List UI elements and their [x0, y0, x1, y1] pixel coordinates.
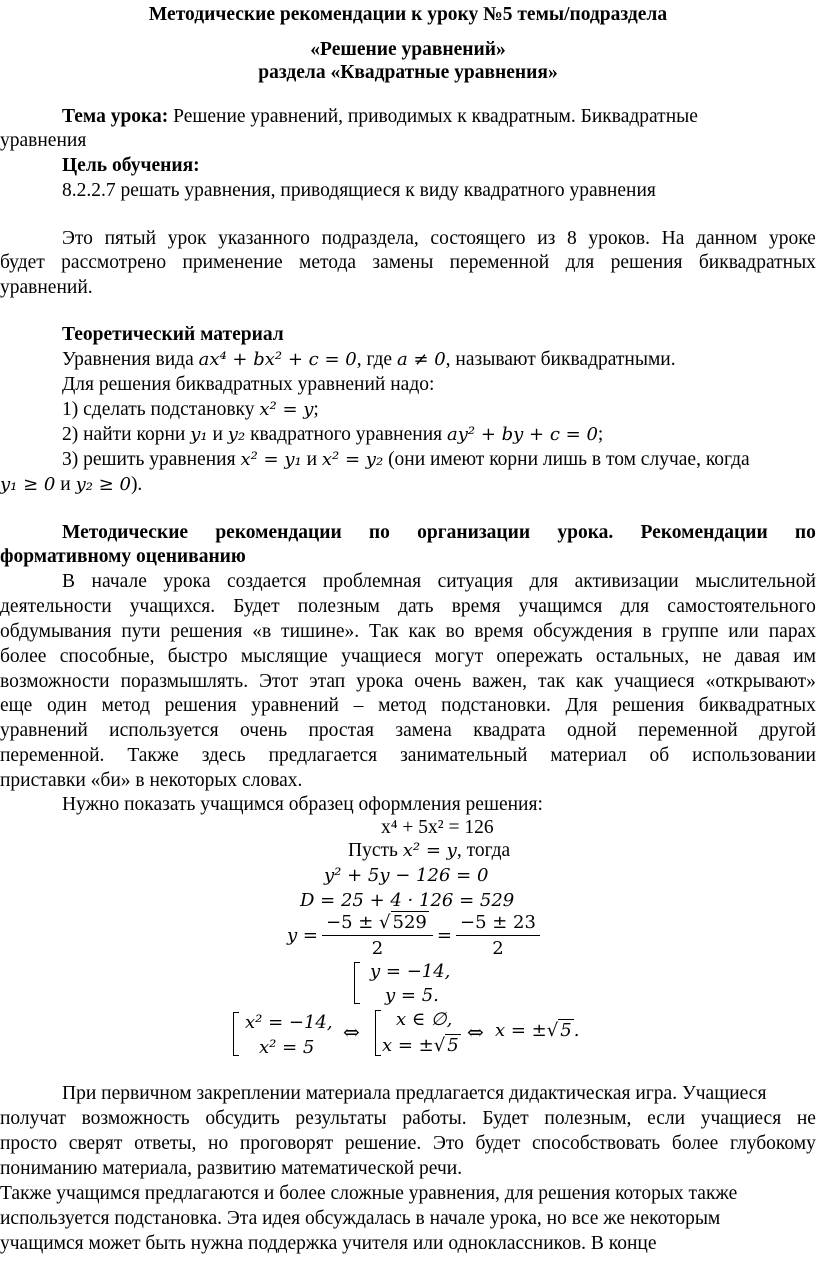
word: замена: [395, 720, 452, 741]
fraction-2: [456, 912, 540, 959]
word: Рекомендации: [640, 522, 768, 543]
fraction-2-den: 2: [492, 938, 504, 959]
word: организации: [417, 522, 531, 543]
word: группе: [661, 621, 719, 642]
word: применение: [182, 252, 283, 273]
eq5-lhs: y =: [287, 925, 318, 946]
example-eq4: D = 25 + 4 · 126 = 529: [300, 890, 515, 911]
word: так: [538, 671, 565, 692]
word: результаты: [295, 1108, 387, 1129]
word: биквадратных: [698, 695, 816, 716]
word: Методические: [62, 522, 189, 543]
substitution-formula: x² = y: [259, 399, 314, 420]
word: работы.: [402, 1108, 467, 1129]
theory-line-2: Для решения биквадратных уравнений надо:: [62, 374, 435, 395]
equation-x2-y2: x² = y₂: [321, 449, 384, 470]
bracket-solution-system: [375, 1010, 381, 1056]
goal-text: 8.2.2.7 решать уравнения, приводящиеся к виду квадратного уравнения: [62, 180, 656, 201]
word: рассмотрено: [61, 252, 167, 273]
word: проговорят: [239, 1133, 334, 1154]
step3-and: и: [301, 449, 322, 470]
word: возможность: [81, 1108, 190, 1129]
word: ситуация: [437, 571, 513, 592]
word: урока.: [557, 522, 614, 543]
theory-line-1: [62, 347, 816, 373]
condition-y1: y₁ ≥ 0: [0, 474, 56, 495]
word: более: [0, 646, 47, 667]
topic-line: [62, 104, 816, 130]
word: могут: [434, 646, 484, 667]
word: проблемная: [322, 571, 422, 592]
word: этап: [309, 671, 346, 692]
closing-p2-line1: Также учащимся предлагаются и более сложные уравнения, для решения которых также: [0, 1183, 738, 1204]
method-p1-line9: приставки «би» в некоторых словах.: [0, 770, 303, 791]
word: другой: [759, 720, 816, 741]
bracket-y-system: [354, 962, 360, 1004]
word: им: [793, 646, 816, 667]
method-p1-line2: [0, 594, 816, 620]
system-y: [370, 960, 450, 1008]
word: один: [46, 695, 87, 716]
doc-header-line1: Методические рекомендации к уроку №5 темы/подраздела: [148, 4, 668, 25]
topic-continuation: уравнения: [0, 130, 87, 151]
word: важен,: [472, 671, 528, 692]
step3-end: (они имеют корни лишь в том случае, когда: [383, 449, 750, 470]
eq-original: x⁴ + 5x² = 126: [381, 817, 494, 838]
word: состоящего: [430, 228, 526, 249]
word: опережать: [496, 646, 583, 667]
word: предлагается: [268, 745, 378, 766]
word: мыслительной: [695, 571, 816, 592]
method-heading-line2: формативному оцениванию: [0, 546, 246, 567]
word: используется: [109, 720, 219, 741]
word: полезным,: [544, 1108, 632, 1129]
word: переменной: [638, 720, 738, 741]
step1-text: 1) сделать подстановку: [62, 399, 260, 420]
word: пути: [121, 621, 161, 642]
theory-heading: Теоретический материал: [62, 324, 284, 345]
sys-x-line1: x² = −14,: [245, 1012, 333, 1033]
word: для: [529, 571, 559, 592]
word: будет: [475, 1133, 521, 1154]
word: быстро: [167, 646, 228, 667]
word: уроков.: [588, 228, 650, 249]
sys-y-line2: y = 5.: [385, 985, 439, 1006]
word: В: [62, 571, 76, 592]
word: Так: [369, 621, 399, 642]
word: возможности: [0, 671, 110, 692]
final-radicand: 5: [560, 1020, 572, 1041]
word: обдумывания: [0, 621, 112, 642]
word: более: [671, 1133, 719, 1154]
word: очень: [414, 671, 462, 692]
word: метод: [101, 695, 150, 716]
word: из: [537, 228, 556, 249]
final-pre: x = ±: [495, 1020, 547, 1041]
word: переменной.: [0, 745, 105, 766]
word: уравнений: [0, 720, 88, 741]
word: урока: [163, 571, 211, 592]
system-x: [245, 1010, 333, 1060]
equiv-arrow-2: ⇔: [467, 1020, 484, 1044]
word: уроке: [768, 228, 816, 249]
word: здесь: [201, 745, 246, 766]
word: материал: [550, 745, 627, 766]
method-p1-line3: [0, 619, 816, 645]
word: способные,: [59, 646, 155, 667]
word: по: [794, 522, 816, 543]
word: пятый: [104, 228, 157, 249]
method-p2: Нужно показать учащимся образец оформления решения:: [62, 794, 543, 815]
word: метод: [378, 695, 427, 716]
word: урок: [167, 228, 207, 249]
word: Это: [432, 1133, 464, 1154]
theory-l1-where: , где: [356, 349, 397, 370]
step3c-end: ).: [130, 474, 143, 495]
closing-p1-line2: [0, 1106, 816, 1132]
word: давая: [734, 646, 780, 667]
eq5-equals: =: [436, 925, 452, 946]
step2-mid: квадратного уравнения: [245, 424, 447, 445]
word: Будет: [482, 1108, 529, 1129]
method-p1-line6: [0, 693, 816, 719]
final-answer: x = ±√ 5 .: [495, 1020, 580, 1041]
step2-end: ;: [597, 424, 604, 445]
word: получат: [0, 1108, 66, 1129]
eq2-sub: x² = y: [402, 840, 457, 861]
equiv-arrow-1: ⇔: [343, 1020, 360, 1044]
word: как: [575, 671, 604, 692]
word: или: [728, 621, 759, 642]
word: время: [451, 596, 501, 617]
word: учащиеся: [341, 646, 422, 667]
word: не: [796, 1108, 816, 1129]
method-p1-line8: [0, 743, 816, 769]
word: обсуждения: [533, 621, 633, 642]
word: деятельности: [0, 596, 112, 617]
closing-p1-line3: [0, 1131, 816, 1157]
word: поразмышлять.: [120, 671, 249, 692]
sol-line2-pre: x = ±: [382, 1035, 434, 1056]
theory-step-1: [62, 397, 816, 423]
root-y1: y₁: [190, 424, 208, 445]
word: «открывают»: [705, 671, 816, 692]
closing-p1-line1: При первичном закреплении материала предлагается дидактическая игра. Учащиеся: [62, 1083, 767, 1104]
word: во: [445, 621, 465, 642]
word: активизации: [574, 571, 679, 592]
word: –: [353, 695, 364, 716]
fraction-1: [322, 912, 433, 959]
word: остальных,: [595, 646, 690, 667]
final-post: .: [573, 1020, 580, 1041]
closing-p2-line2: используется подстановка. Эта идея обсуждалась в начале урока, но все же некоторым: [0, 1208, 721, 1229]
sol-line2-radicand: 5: [447, 1035, 459, 1056]
example-eq5: [287, 912, 544, 959]
topic-label: Тема урока:: [62, 106, 169, 127]
theory-step-3-cont: [0, 472, 816, 498]
method-p1-line5: [0, 669, 816, 695]
word: в: [642, 621, 652, 642]
word: если: [647, 1108, 686, 1129]
word: парах: [768, 621, 816, 642]
bracket-x-system: [233, 1012, 239, 1056]
word: обсудить: [205, 1108, 280, 1129]
word: одной: [566, 720, 617, 741]
word: создается: [227, 571, 307, 592]
fraction-1-den: 2: [371, 938, 384, 959]
topic-text: Решение уравнений, приводимых к квадратным. Биквадратные: [168, 106, 698, 127]
eq2-let: Пусть: [348, 840, 403, 861]
method-p1-line1: [62, 569, 816, 595]
word: мыслящие: [240, 646, 328, 667]
word: еще: [0, 695, 33, 716]
word: для: [565, 252, 595, 273]
closing-p2-line3: учащимся может быть нужна поддержка учителя или одноклассников. В конце: [0, 1233, 657, 1254]
root-y2: y₂: [227, 424, 246, 445]
doc-header-line2: «Решение уравнений»: [310, 39, 506, 60]
word: данном: [696, 228, 758, 249]
word: решения: [170, 621, 243, 642]
word: простая: [308, 720, 374, 741]
method-p1-line7: [0, 718, 816, 744]
word: решения: [610, 252, 683, 273]
step3-text: 3) решить уравнения: [62, 449, 241, 470]
word: метода: [299, 252, 357, 273]
word: Для: [565, 695, 598, 716]
word: решения: [164, 695, 237, 716]
word: начале: [91, 571, 147, 592]
theory-step-2: [62, 422, 816, 448]
word: глубокому: [730, 1133, 816, 1154]
word: тишине».: [281, 621, 360, 642]
biquadratic-formula: ax⁴ + bx² + c = 0: [198, 349, 357, 370]
word: учащихся.: [129, 596, 216, 617]
goal-label: Цель обучения:: [62, 155, 200, 176]
word: использовании: [692, 745, 816, 766]
method-p1-line4: [0, 644, 816, 670]
step3c-and: и: [55, 474, 76, 495]
step2-and: и: [207, 424, 228, 445]
step1-end: ;: [313, 399, 319, 420]
intro-line-3: уравнений.: [0, 277, 93, 298]
word: учащиеся: [614, 671, 695, 692]
fraction-1-num: −5 ± √ 529: [322, 912, 433, 936]
word: дать: [398, 596, 434, 617]
word: время: [474, 621, 524, 642]
word: рекомендации: [215, 522, 342, 543]
word: 8: [567, 228, 577, 249]
equation-x2-y1: x² = y₁: [240, 449, 302, 470]
word: решения: [612, 695, 685, 716]
doc-header-line3: раздела «Квадратные уравнения»: [258, 62, 558, 83]
frac1-radicand: 529: [392, 912, 427, 933]
word: будет: [0, 252, 45, 273]
word: квадрата: [473, 720, 546, 741]
word: биквадратных: [698, 252, 816, 273]
quadratic-formula: ay² + by + c = 0: [446, 424, 598, 445]
word: полезным: [297, 596, 380, 617]
sol-line1: x ∈ ∅,: [396, 1009, 453, 1030]
intro-line-2: [0, 250, 816, 276]
condition-a-nonzero: a ≠ 0: [396, 349, 446, 370]
fraction-2-num: −5 ± 23: [456, 912, 540, 936]
word: учащиеся: [700, 1108, 782, 1129]
intro-line-1: [62, 226, 816, 252]
word: На: [661, 228, 685, 249]
word: Это: [62, 228, 93, 249]
word: ответы,: [134, 1133, 197, 1154]
condition-y2: y₂ ≥ 0: [75, 474, 131, 495]
word: Этот: [259, 671, 299, 692]
word: по: [368, 522, 390, 543]
word: сверят: [68, 1133, 123, 1154]
word: Также: [127, 745, 179, 766]
word: уравнений: [251, 695, 339, 716]
word: самостоятельного: [667, 596, 816, 617]
word: занимательный: [400, 745, 528, 766]
word: как: [408, 621, 436, 642]
frac1-num-text: −5 ±: [325, 912, 380, 933]
word: Будет: [233, 596, 280, 617]
word: учащимся: [518, 596, 603, 617]
sys-x-line2: x² = 5: [259, 1037, 315, 1058]
theory-step-3: [62, 447, 816, 473]
theory-l1-end: , называют биквадратными.: [445, 349, 676, 370]
word: подраздела,: [321, 228, 419, 249]
word: подстановки.: [441, 695, 551, 716]
word: переменной: [449, 252, 550, 273]
word: об: [649, 745, 670, 766]
word: но: [208, 1133, 229, 1154]
theory-l1-text: Уравнения вида: [62, 349, 199, 370]
closing-p1-line4: пониманию материала, развитию математической речи.: [0, 1158, 463, 1179]
example-eq3: y² + 5y − 126 = 0: [324, 865, 489, 886]
system-solution: x ∈ ∅, x = ±√ 5: [382, 1009, 459, 1056]
word: урока: [356, 671, 404, 692]
sys-y-line1: y = −14,: [370, 961, 451, 982]
word: решение.: [344, 1133, 422, 1154]
eq2-then: , тогда: [456, 840, 511, 861]
word: способствовать: [532, 1133, 661, 1154]
word: для: [620, 596, 650, 617]
word: замены: [372, 252, 434, 273]
word: не: [702, 646, 722, 667]
word: очень: [240, 720, 288, 741]
example-eq2: [348, 838, 648, 864]
word: указанного: [218, 228, 310, 249]
word: «в: [252, 621, 272, 642]
word: просто: [0, 1133, 58, 1154]
step2-text: 2) найти корни: [62, 424, 191, 445]
method-heading-line1: [62, 520, 816, 546]
